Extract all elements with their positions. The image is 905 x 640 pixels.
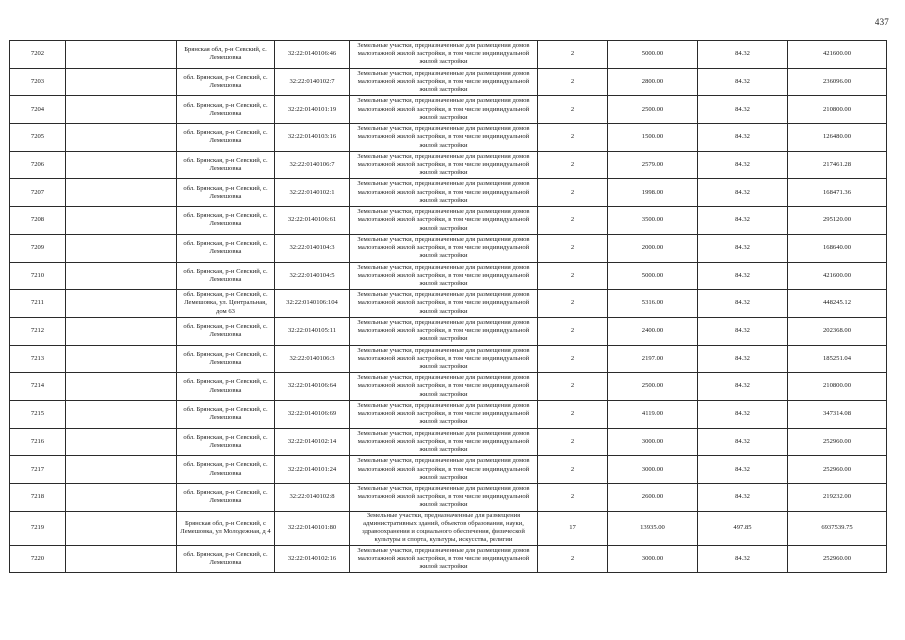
page-number: 437 — [874, 17, 889, 27]
category-cell: 17 — [538, 511, 608, 545]
area-cell: 3000.00 — [608, 428, 698, 456]
unit-value-cell: 84.32 — [698, 484, 788, 512]
category-cell: 2 — [538, 400, 608, 428]
area-cell: 3000.00 — [608, 545, 698, 573]
category-cell: 2 — [538, 96, 608, 124]
unit-value-cell: 84.32 — [698, 151, 788, 179]
category-cell: 2 — [538, 373, 608, 401]
cadastral-value-cell: 217461.28 — [788, 151, 887, 179]
unit-value-cell: 84.32 — [698, 179, 788, 207]
land-use-cell: Земельные участки, предназначенные для размещения административных зданий, объектов образования, науки, здравоохранения и социального обеспечения, физической культуры и спорта, культуры, искусства, религии — [350, 511, 538, 545]
cadastral-value-cell: 219232.00 — [788, 484, 887, 512]
table-row — [10, 262, 887, 290]
address-cell: обл. Брянская, р-н Севский, с. Лемешовка — [177, 179, 275, 207]
cadastral-value-cell: 185251.04 — [788, 345, 887, 373]
address-cell: обл. Брянская, р-н Севский, с. Лемешовка — [177, 484, 275, 512]
cadastral-value-cell: 6937539.75 — [788, 511, 887, 545]
area-cell: 2579.00 — [608, 151, 698, 179]
area-cell: 4119.00 — [608, 400, 698, 428]
unit-value-cell: 84.32 — [698, 96, 788, 124]
table-row — [10, 373, 887, 401]
table-row — [10, 317, 887, 345]
blank-cell — [66, 234, 177, 262]
blank-cell — [66, 428, 177, 456]
land-use-cell: Земельные участки, предназначенные для размещения домов малоэтажной жилой застройки, в том числе индивидуальной жилой застройки — [350, 484, 538, 512]
row-number-cell: 7206 — [10, 151, 66, 179]
blank-cell — [66, 124, 177, 152]
category-cell: 2 — [538, 179, 608, 207]
cadastral-number-cell: 32:22:0140105:11 — [275, 317, 350, 345]
unit-value-cell: 84.32 — [698, 400, 788, 428]
row-number-cell: 7215 — [10, 400, 66, 428]
table-row — [10, 96, 887, 124]
table-row — [10, 68, 887, 96]
blank-cell — [66, 545, 177, 573]
blank-cell — [66, 151, 177, 179]
land-use-cell: Земельные участки, предназначенные для размещения домов малоэтажной жилой застройки, в том числе индивидуальной жилой застройки — [350, 290, 538, 318]
cadastral-number-cell: 32:22:0140102:16 — [275, 545, 350, 573]
category-cell: 2 — [538, 151, 608, 179]
cadastral-value-cell: 236096.00 — [788, 68, 887, 96]
address-cell: обл. Брянская, р-н Севский, с. Лемешовка — [177, 207, 275, 235]
cadastral-value-cell: 295120.00 — [788, 207, 887, 235]
cadastral-value-cell: 202368.00 — [788, 317, 887, 345]
unit-value-cell: 497.85 — [698, 511, 788, 545]
area-cell: 13935.00 — [608, 511, 698, 545]
category-cell: 2 — [538, 41, 608, 69]
land-use-cell: Земельные участки, предназначенные для размещения домов малоэтажной жилой застройки, в том числе индивидуальной жилой застройки — [350, 41, 538, 69]
table-row — [10, 151, 887, 179]
cadastral-number-cell: 32:22:0140106:69 — [275, 400, 350, 428]
area-cell: 2400.00 — [608, 317, 698, 345]
unit-value-cell: 84.32 — [698, 234, 788, 262]
land-use-cell: Земельные участки, предназначенные для размещения домов малоэтажной жилой застройки, в том числе индивидуальной жилой застройки — [350, 207, 538, 235]
table-row — [10, 124, 887, 152]
land-use-cell: Земельные участки, предназначенные для размещения домов малоэтажной жилой застройки, в том числе индивидуальной жилой застройки — [350, 317, 538, 345]
table-row — [10, 207, 887, 235]
area-cell: 3500.00 — [608, 207, 698, 235]
category-cell: 2 — [538, 484, 608, 512]
row-number-cell: 7219 — [10, 511, 66, 545]
blank-cell — [66, 373, 177, 401]
row-number-cell: 7202 — [10, 41, 66, 69]
address-cell: Брянская обл, р-н Севский, с Лемешовка, ул Молодежная, д 4 — [177, 511, 275, 545]
category-cell: 2 — [538, 345, 608, 373]
unit-value-cell: 84.32 — [698, 68, 788, 96]
blank-cell — [66, 345, 177, 373]
area-cell: 5000.00 — [608, 262, 698, 290]
unit-value-cell: 84.32 — [698, 41, 788, 69]
cadastral-number-cell: 32:22:0140102:7 — [275, 68, 350, 96]
land-use-cell: Земельные участки, предназначенные для размещения домов малоэтажной жилой застройки, в том числе индивидуальной жилой застройки — [350, 545, 538, 573]
address-cell: обл. Брянская, р-н Севский, с. Лемешовка — [177, 96, 275, 124]
cadastral-value-table — [9, 40, 887, 573]
table-row — [10, 234, 887, 262]
land-use-cell: Земельные участки, предназначенные для размещения домов малоэтажной жилой застройки, в том числе индивидуальной жилой застройки — [350, 456, 538, 484]
unit-value-cell: 84.32 — [698, 317, 788, 345]
row-number-cell: 7207 — [10, 179, 66, 207]
blank-cell — [66, 96, 177, 124]
cadastral-number-cell: 32:22:0140106:61 — [275, 207, 350, 235]
land-use-cell: Земельные участки, предназначенные для размещения домов малоэтажной жилой застройки, в том числе индивидуальной жилой застройки — [350, 262, 538, 290]
blank-cell — [66, 207, 177, 235]
category-cell: 2 — [538, 68, 608, 96]
cadastral-number-cell: 32:22:0140101:19 — [275, 96, 350, 124]
unit-value-cell: 84.32 — [698, 456, 788, 484]
address-cell: обл. Брянская, р-н Севский, с. Лемешовка — [177, 151, 275, 179]
table-row — [10, 290, 887, 318]
land-use-cell: Земельные участки, предназначенные для размещения домов малоэтажной жилой застройки, в том числе индивидуальной жилой застройки — [350, 68, 538, 96]
table-body — [10, 41, 887, 573]
row-number-cell: 7208 — [10, 207, 66, 235]
table-row — [10, 428, 887, 456]
land-use-cell: Земельные участки, предназначенные для размещения домов малоэтажной жилой застройки, в том числе индивидуальной жилой застройки — [350, 234, 538, 262]
area-cell: 2000.00 — [608, 234, 698, 262]
address-cell: обл. Брянская, р-н Севский, с. Лемешовка — [177, 262, 275, 290]
category-cell: 2 — [538, 207, 608, 235]
category-cell: 2 — [538, 317, 608, 345]
table-row — [10, 511, 887, 545]
cadastral-value-cell: 210800.00 — [788, 373, 887, 401]
land-use-cell: Земельные участки, предназначенные для размещения домов малоэтажной жилой застройки, в том числе индивидуальной жилой застройки — [350, 345, 538, 373]
row-number-cell: 7211 — [10, 290, 66, 318]
cadastral-value-cell: 168640.00 — [788, 234, 887, 262]
land-use-cell: Земельные участки, предназначенные для размещения домов малоэтажной жилой застройки, в том числе индивидуальной жилой застройки — [350, 179, 538, 207]
blank-cell — [66, 262, 177, 290]
table-row — [10, 400, 887, 428]
cadastral-value-cell: 347314.08 — [788, 400, 887, 428]
address-cell: обл. Брянская, р-н Севский, с. Лемешовка — [177, 456, 275, 484]
table-row — [10, 41, 887, 69]
address-cell: обл. Брянская, р-н Севский, с. Лемешовка, ул. Центральная, дом 63 — [177, 290, 275, 318]
cadastral-value-cell: 448245.12 — [788, 290, 887, 318]
row-number-cell: 7216 — [10, 428, 66, 456]
cadastral-number-cell: 32:22:0140104:5 — [275, 262, 350, 290]
category-cell: 2 — [538, 428, 608, 456]
cadastral-number-cell: 32:22:0140102:14 — [275, 428, 350, 456]
address-cell: обл. Брянская, р-н Севский, с. Лемешовка — [177, 68, 275, 96]
address-cell: обл. Брянская, р-н Севский, с. Лемешовка — [177, 428, 275, 456]
category-cell: 2 — [538, 290, 608, 318]
cadastral-number-cell: 32:22:0140106:64 — [275, 373, 350, 401]
table-row — [10, 484, 887, 512]
row-number-cell: 7214 — [10, 373, 66, 401]
table-row — [10, 545, 887, 573]
cadastral-value-cell: 126480.00 — [788, 124, 887, 152]
area-cell: 5316.00 — [608, 290, 698, 318]
unit-value-cell: 84.32 — [698, 207, 788, 235]
row-number-cell: 7220 — [10, 545, 66, 573]
address-cell: Брянская обл, р-н Севский, с. Лемешовка — [177, 41, 275, 69]
blank-cell — [66, 179, 177, 207]
area-cell: 2197.00 — [608, 345, 698, 373]
cadastral-number-cell: 32:22:0140106:46 — [275, 41, 350, 69]
unit-value-cell: 84.32 — [698, 373, 788, 401]
cadastral-number-cell: 32:22:0140104:3 — [275, 234, 350, 262]
area-cell: 3000.00 — [608, 456, 698, 484]
cadastral-value-cell: 168471.36 — [788, 179, 887, 207]
blank-cell — [66, 68, 177, 96]
address-cell: обл. Брянская, р-н Севский, с. Лемешовка — [177, 234, 275, 262]
row-number-cell: 7213 — [10, 345, 66, 373]
land-use-cell: Земельные участки, предназначенные для размещения домов малоэтажной жилой застройки, в том числе индивидуальной жилой застройки — [350, 124, 538, 152]
unit-value-cell: 84.32 — [698, 428, 788, 456]
unit-value-cell: 84.32 — [698, 262, 788, 290]
land-use-cell: Земельные участки, предназначенные для размещения домов малоэтажной жилой застройки, в том числе индивидуальной жилой застройки — [350, 96, 538, 124]
area-cell: 1500.00 — [608, 124, 698, 152]
blank-cell — [66, 484, 177, 512]
table-row — [10, 345, 887, 373]
row-number-cell: 7205 — [10, 124, 66, 152]
address-cell: обл. Брянская, р-н Севский, с. Лемешовка — [177, 400, 275, 428]
area-cell: 2800.00 — [608, 68, 698, 96]
row-number-cell: 7212 — [10, 317, 66, 345]
unit-value-cell: 84.32 — [698, 345, 788, 373]
blank-cell — [66, 400, 177, 428]
category-cell: 2 — [538, 234, 608, 262]
land-use-cell: Земельные участки, предназначенные для размещения домов малоэтажной жилой застройки, в том числе индивидуальной жилой застройки — [350, 400, 538, 428]
address-cell: обл. Брянская, р-н Севский, с. Лемешовка — [177, 124, 275, 152]
address-cell: обл. Брянская, р-н Севский, с. Лемешовка — [177, 345, 275, 373]
area-cell: 1998.00 — [608, 179, 698, 207]
area-cell: 2600.00 — [608, 484, 698, 512]
cadastral-number-cell: 32:22:0140103:16 — [275, 124, 350, 152]
row-number-cell: 7203 — [10, 68, 66, 96]
row-number-cell: 7218 — [10, 484, 66, 512]
cadastral-number-cell: 32:22:0140102:1 — [275, 179, 350, 207]
cadastral-value-cell: 252960.00 — [788, 428, 887, 456]
address-cell: обл. Брянская, р-н Севский, с. Лемешовка — [177, 373, 275, 401]
cadastral-value-cell: 421600.00 — [788, 41, 887, 69]
address-cell: обл. Брянская, р-н Севский, с. Лемешовка — [177, 317, 275, 345]
blank-cell — [66, 41, 177, 69]
address-cell: обл. Брянская, р-н Севский, с. Лемешовка — [177, 545, 275, 573]
blank-cell — [66, 317, 177, 345]
table-row — [10, 179, 887, 207]
area-cell: 2500.00 — [608, 373, 698, 401]
row-number-cell: 7204 — [10, 96, 66, 124]
unit-value-cell: 84.32 — [698, 545, 788, 573]
area-cell: 5000.00 — [608, 41, 698, 69]
area-cell: 2500.00 — [608, 96, 698, 124]
category-cell: 2 — [538, 456, 608, 484]
cadastral-number-cell: 32:22:0140101:80 — [275, 511, 350, 545]
blank-cell — [66, 290, 177, 318]
cadastral-value-cell: 421600.00 — [788, 262, 887, 290]
category-cell: 2 — [538, 545, 608, 573]
unit-value-cell: 84.32 — [698, 290, 788, 318]
row-number-cell: 7209 — [10, 234, 66, 262]
land-use-cell: Земельные участки, предназначенные для размещения домов малоэтажной жилой застройки, в том числе индивидуальной жилой застройки — [350, 151, 538, 179]
table-row — [10, 456, 887, 484]
cadastral-number-cell: 32:22:0140106:7 — [275, 151, 350, 179]
land-use-cell: Земельные участки, предназначенные для размещения домов малоэтажной жилой застройки, в том числе индивидуальной жилой застройки — [350, 373, 538, 401]
cadastral-number-cell: 32:22:0140106:3 — [275, 345, 350, 373]
category-cell: 2 — [538, 262, 608, 290]
cadastral-value-cell: 252960.00 — [788, 545, 887, 573]
land-use-cell: Земельные участки, предназначенные для размещения домов малоэтажной жилой застройки, в том числе индивидуальной жилой застройки — [350, 428, 538, 456]
blank-cell — [66, 456, 177, 484]
row-number-cell: 7217 — [10, 456, 66, 484]
cadastral-number-cell: 32:22:0140102:8 — [275, 484, 350, 512]
cadastral-value-cell: 210800.00 — [788, 96, 887, 124]
row-number-cell: 7210 — [10, 262, 66, 290]
unit-value-cell: 84.32 — [698, 124, 788, 152]
cadastral-value-cell: 252960.00 — [788, 456, 887, 484]
blank-cell — [66, 511, 177, 545]
category-cell: 2 — [538, 124, 608, 152]
cadastral-number-cell: 32:22:0140101:24 — [275, 456, 350, 484]
cadastral-number-cell: 32:22:0140106:104 — [275, 290, 350, 318]
